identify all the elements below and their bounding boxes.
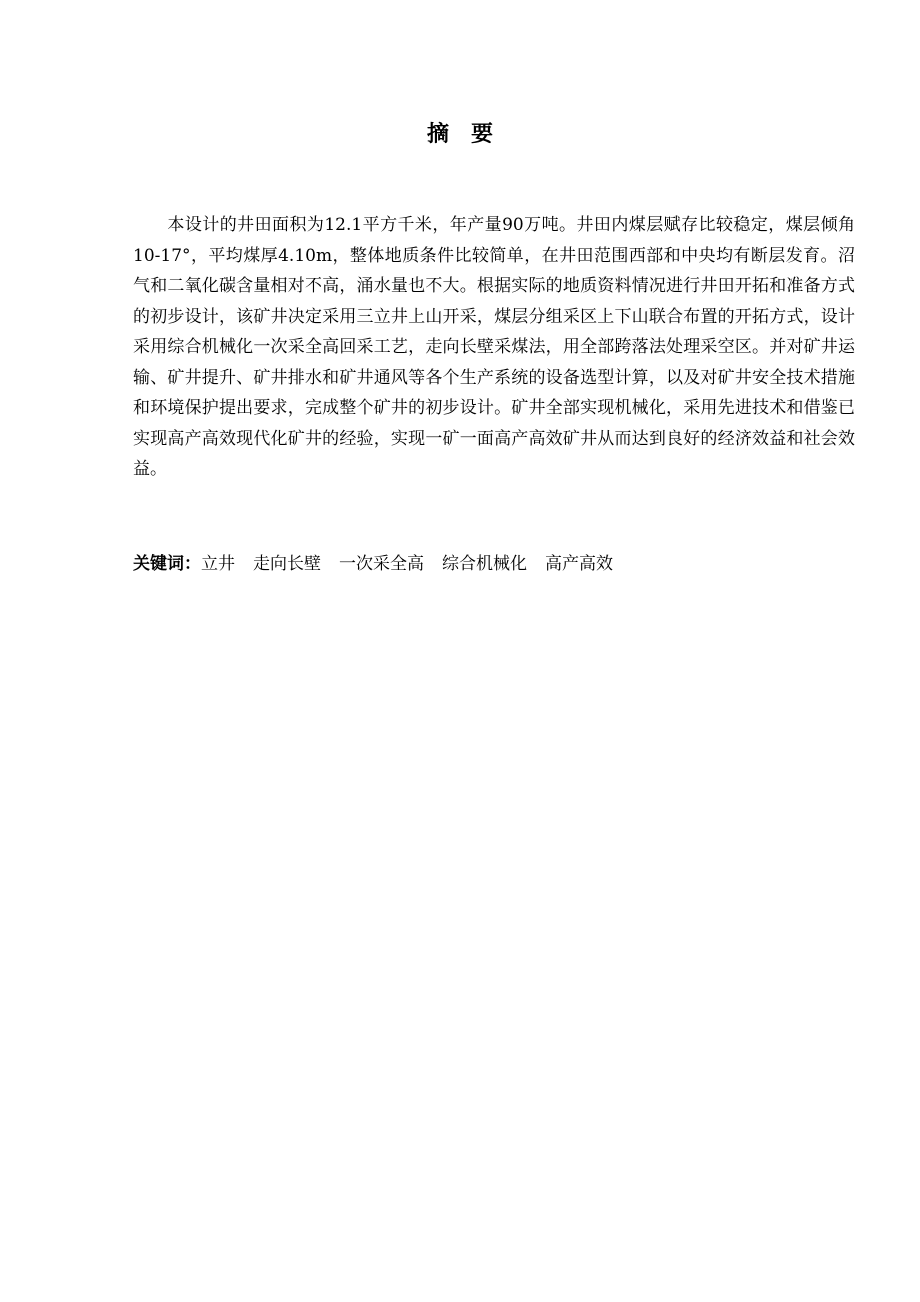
keywords-line [133,549,855,579]
keywords-label: 关键词： [133,554,201,574]
title-char-2: 要 [471,122,494,147]
keyword-item: 综合机械化 [442,554,527,574]
abstract-body [133,210,855,485]
abstract-text: 本设计的井田面积为12.1平方千米，年产量90万吨。井田内煤层赋存比较稳定，煤层倾角10-17°，平均煤厚4.10m，整体地质条件比较简单，在井田范围西部和中央均有断层发育。沼气和二氧化碳含量相对不高，涌水量也不大。根据实际的地质资料情况进行井田开拓和准备方式的初步设计，该矿井决定采用三立井上山开采，煤层分组采区上下山联合布置的开拓方式，设计采用综合机械化一次采全高回采工艺，走向长壁采煤法，用全部跨落法处理采空区。并对矿井运输、矿井提升、矿井排水和矿井通风等各个生产系统的设备选型计算，以及对矿井安全技术措施和环境保护提出要求，完成整个矿井的初步设计。矿井全部实现机械化，采用先进技术和借鉴已实现高产高效现代化矿井的经验，实现一矿一面高产高效矿井从而达到良好的经济效益和社会效益。 [133,215,855,479]
abstract-title [0,118,920,152]
keyword-item: 立井 [201,554,235,574]
title-char-1: 摘 [426,122,449,147]
keyword-item: 走向长壁 [253,554,321,574]
keyword-item: 一次采全高 [339,554,424,574]
keyword-item: 高产高效 [545,554,613,574]
